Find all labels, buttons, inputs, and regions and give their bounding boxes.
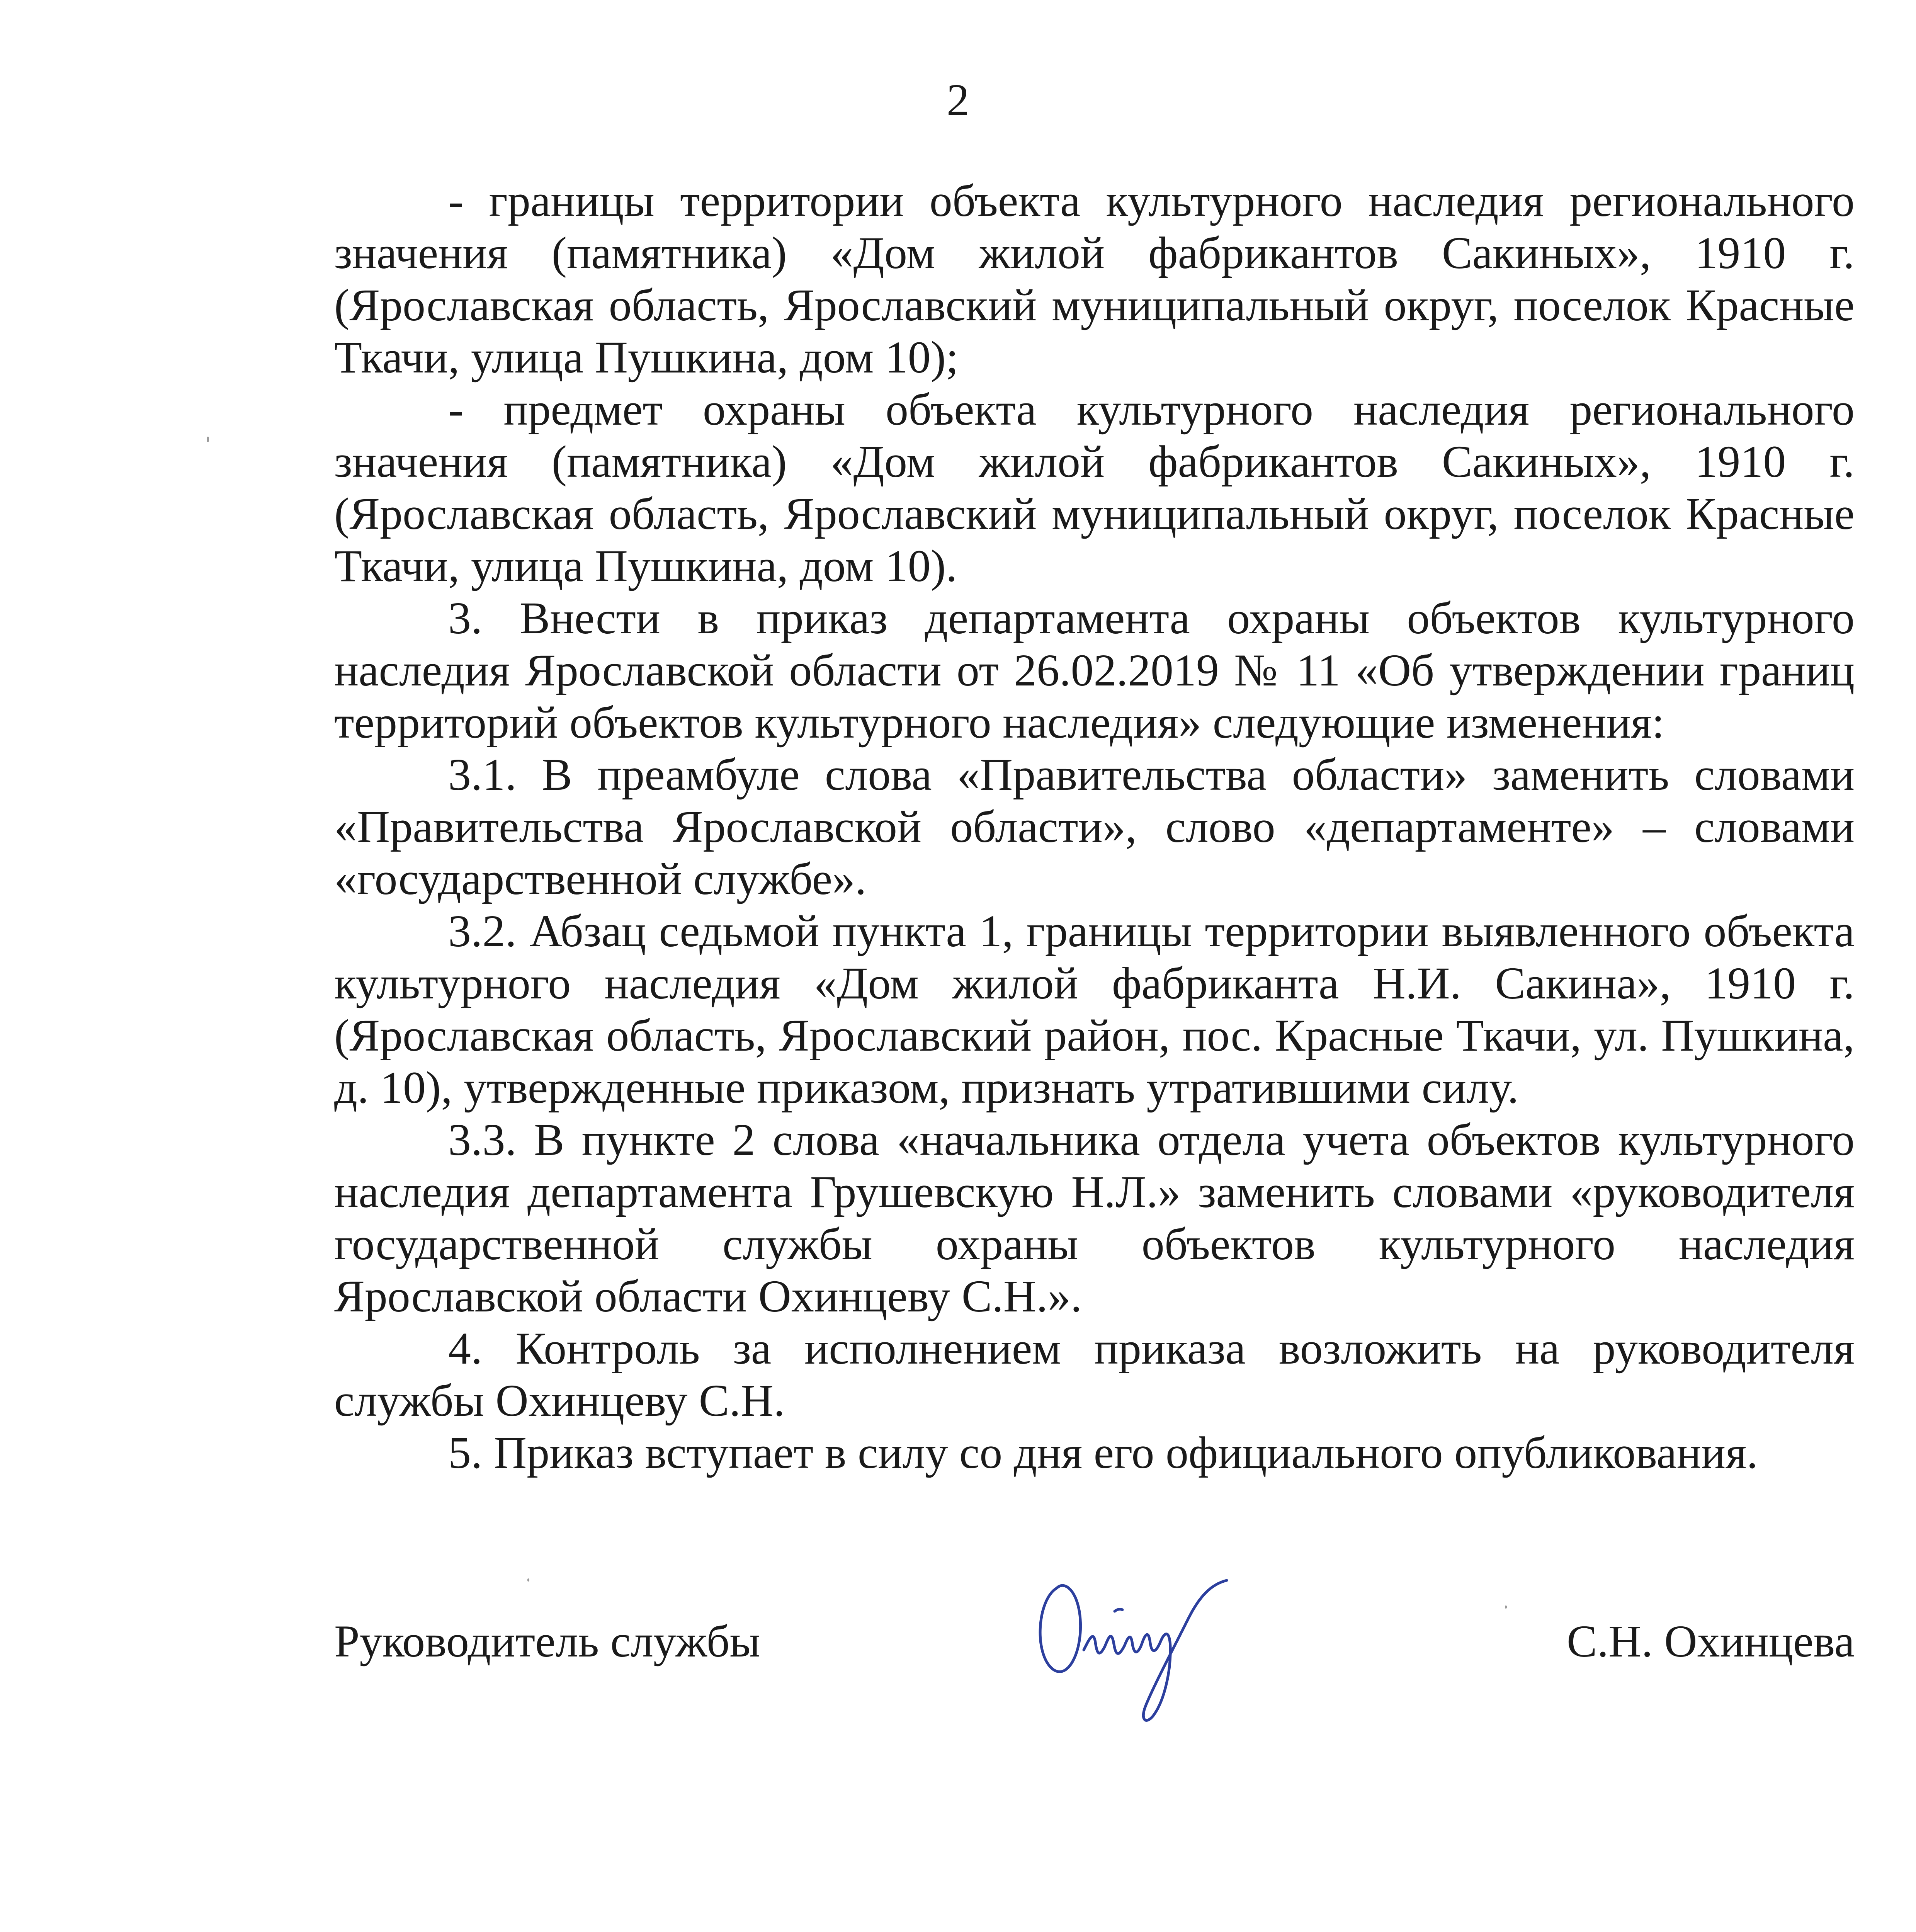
scan-speck [1505, 1605, 1507, 1609]
handwritten-signature-icon [1026, 1553, 1242, 1731]
scan-speck [527, 1578, 529, 1582]
paragraph-item-3-1: 3.1. В преамбуле слова «Правительства области» заменить словами «Правительства Ярославской области», слово «департаменте» – словами «государственной службе». [334, 749, 1855, 904]
signatory-name: С.Н. Охинцева [1567, 1616, 1855, 1667]
paragraph-item-5: 5. Приказ вступает в силу со дня его официального опубликования. [448, 1427, 1758, 1478]
document-body [334, 175, 1855, 1479]
signature-block [334, 1615, 1855, 1747]
paragraph-item-3-2: 3.2. Абзац седьмой пункта 1, границы территории выявленного объекта культурного наследия «Дом жилой фабриканта Н.И. Сакина», 1910 г. (Ярославская область, Ярославский район, пос. Красные Ткачи, ул. Пушкина, д. 10), утвержденные приказом, признать утратившими силу. [334, 906, 1855, 1113]
paragraph-item-3: 3. Внести в приказ департамента охраны объектов культурного наследия Ярославской области от 26.02.2019 № 11 «Об утверждении границ территорий объектов культурного наследия» следующие изменения: [334, 593, 1855, 748]
paragraph-item-3-3: 3.3. В пункте 2 слова «начальника отдела учета объектов культурного наследия департамента Грушевскую Н.Л.» заменить словами «руководителя государственной службы охраны объектов культурного наследия Ярославской области Охинцеву С.Н.». [334, 1114, 1855, 1321]
paragraph-protection-subject: - предмет охраны объекта культурного наследия регионального значения (памятника) «Дом жилой фабрикантов Сакиных», 1910 г. (Ярославская область, Ярославский муниципальный округ, поселок Красные Ткачи, улица Пушкина, дом 10). [334, 384, 1855, 591]
signatory-title: Руководитель службы [334, 1616, 760, 1667]
scan-speck [207, 437, 209, 442]
paragraph-item-4: 4. Контроль за исполнением приказа возложить на руководителя службы Охинцеву С.Н. [334, 1323, 1855, 1426]
paragraph-boundaries: - границы территории объекта культурного наследия регионального значения (памятника) «Дом жилой фабрикантов Сакиных», 1910 г. (Ярославская область, Ярославский муниципальный округ, поселок Красные Ткачи, улица Пушкина, дом 10); [334, 175, 1855, 383]
page-number: 2 [947, 75, 969, 125]
